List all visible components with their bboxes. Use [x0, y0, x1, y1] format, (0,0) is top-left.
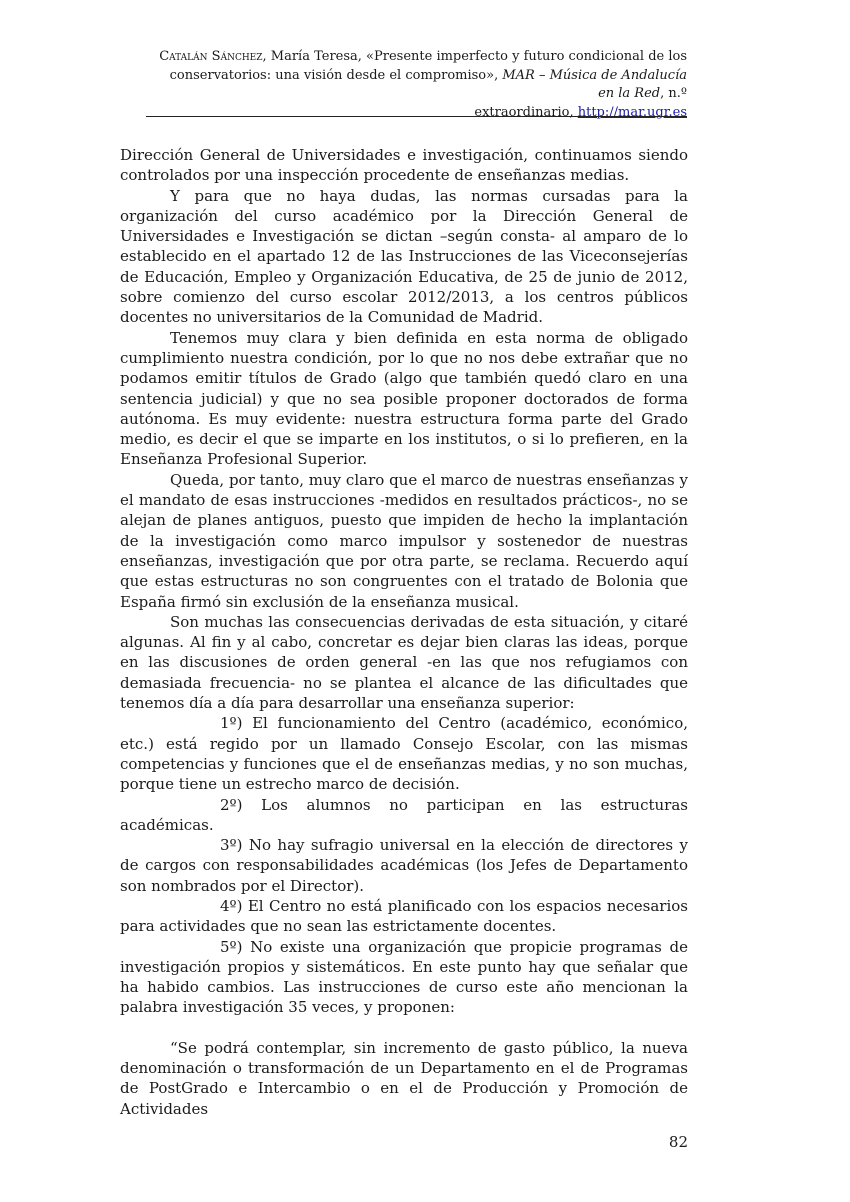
body-text — [120, 145, 688, 1119]
header-issue: , n.º — [660, 86, 687, 101]
paragraph: Dirección General de Universidades e investigación, continuamos siendo controlados por una inspección procedente de enseñanzas medias. — [120, 146, 688, 185]
header-line-3 — [150, 104, 687, 123]
list-item: 2º) Los alumnos no participan en las estructuras académicas. — [120, 795, 688, 834]
quotation: “Se podrá contemplar, sin incremento de gasto público, la nueva denominación o transformación de un Departamento en el de Programas de PostGrado e Intercambio o en el de Producción y Promoción de Actividades — [120, 1038, 688, 1118]
list-item: 4º) El Centro no está planificado con los espacios necesarios para actividades que no sean las estrictamente docentes. — [120, 896, 688, 936]
header-url-link[interactable]: http://mar.ugr.es — [577, 104, 687, 120]
paragraph: Son muchas las consecuencias derivadas de esta situación, y citaré algunas. Al fin y al cabo, concretar es dejar bien claras las ideas, porque en las discusiones de orden general -en las que nos refugiamos con demasiada frecuencia- no se plantea el alcance de las dificultades que tenemos día a día para desarrollar una enseñanza superior: — [120, 612, 688, 713]
spacer — [120, 1018, 688, 1038]
header-title-part2: conservatorios: una visión desde el compromiso», — [169, 67, 503, 83]
header-author: Catalán Sánchez — [159, 49, 263, 64]
list-item: 3º) No hay sufragio universal en la elección de directores y de cargos con responsabilidades académicas (los Jefes de Departamento son nombrados por el Director). — [120, 836, 688, 895]
running-header — [150, 48, 687, 122]
paragraph: Tenemos muy clara y bien definida en esta norma de obligado cumplimiento nuestra condición, por lo que no nos debe extrañar que no podamos emitir títulos de Grado (algo que también quedó claro en una sentencia judicial) y que no sea posible proponer doctorados de forma autónoma. Es muy evidente: nuestra estructura forma parte del Grado medio, es decir el que se imparte en los institutos, o si lo prefieren, en la Enseñanza Profesional Superior. — [120, 328, 688, 469]
header-issue-type: extraordinario, — [474, 104, 578, 120]
paragraph: Y para que no haya dudas, las normas cursadas para la organización del curso académico por la Dirección General de Universidades e Investigación se dictan –según consta- al amparo de lo establecido en el apartado 12 de las Instrucciones de las Viceconsejerías de Educación, Empleo y Organización Educativa, de 25 de junio de 2012, sobre comienzo del curso escolar 2012/2013, a los centros públicos docentes no universitarios de la Comunidad de Madrid. — [120, 186, 688, 327]
header-title-part1: , María Teresa, «Presente imperfecto y futuro condicional de los — [262, 49, 687, 64]
header-line-2 — [150, 67, 687, 104]
header-line-1 — [150, 48, 687, 67]
header-rule — [146, 116, 687, 117]
header-journal: MAR – Música de Andalucía en la Red — [502, 67, 687, 101]
list-item: 5º) No existe una organización que propicie programas de investigación propios y sistemáticos. En este punto hay que señalar que ha habido cambios. Las instrucciones de curso este año mencionan la palabra investigación 35 veces, y proponen: — [120, 937, 688, 1017]
list-item: 1º) El funcionamiento del Centro (académico, económico, etc.) está regido por un llamado Consejo Escolar, con las mismas competencias y funciones que el de enseñanzas medias, y no son muchas, porque tiene un estrecho marco de decisión. — [120, 714, 688, 794]
page-number: 82 — [668, 1133, 688, 1151]
paragraph: Queda, por tanto, muy claro que el marco de nuestras enseñanzas y el mandato de esas instrucciones -medidos en resultados prácticos-, no se alejan de planes antiguos, puesto que impiden de hecho la implantación de la investigación como marco impulsor y sostenedor de nuestras enseñanzas, investigación que por otra parte, se reclama. Recuerdo aquí que estas estructuras no son congruentes con el tratado de Bolonia que España firmó sin exclusión de la enseñanza musical. — [120, 470, 688, 611]
